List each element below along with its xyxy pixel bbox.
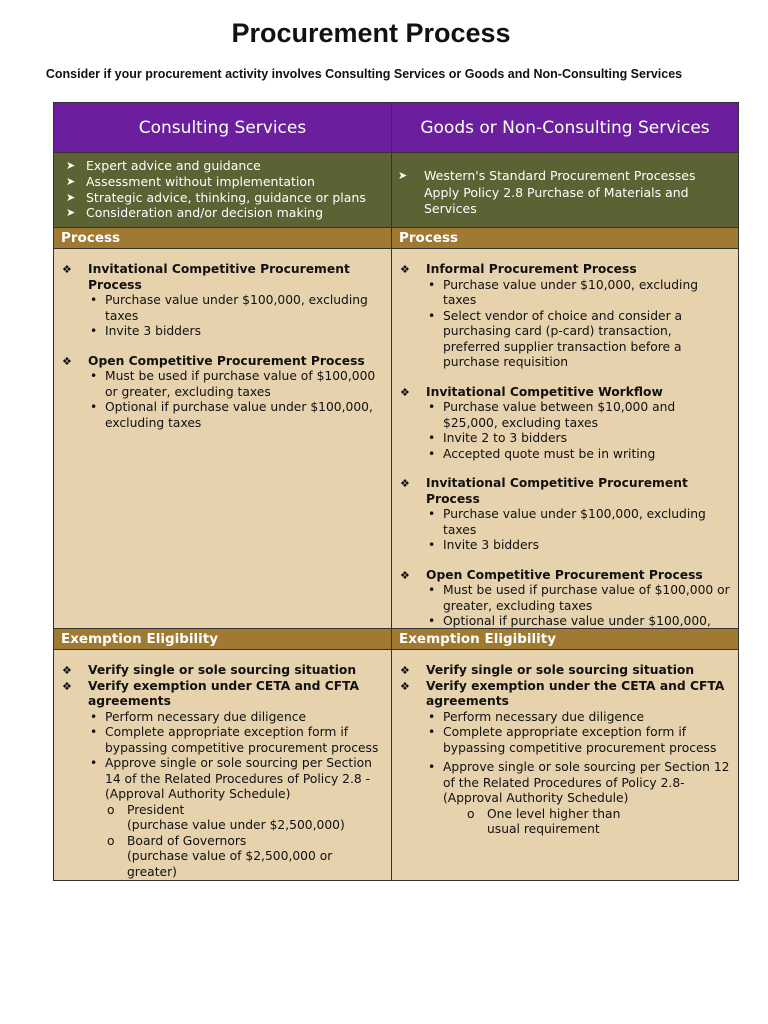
dot-bullet-icon: • [428,446,436,461]
procurement-table [53,102,739,881]
process-item: • Invite 3 bidders [90,324,202,338]
exemption-item: • Perform necessary due diligence [90,709,307,724]
process-item: • Accepted quote must be in writing [428,446,656,461]
four-diamond-bullet-icon: ❖ [62,354,72,368]
exemption-item: • Approve single or sole sourcing per Section 14 of the Related Procedures of Policy 2.8 - (Approval Authority Schedule) o President (purchase value under $2,500,000) o Board of Governors (purchase value of $2,500,000 or greater) [88,756,385,880]
page-subtitle: Consider if your procurement activity involves Consulting Services or Goods and Non-Consulting Services [45,67,683,81]
process-section: ❖ Invitational Competitive Procurement Process • Purchase value under $100,000, excluding taxes • Invite 3 bidders [62,262,385,340]
open-circle-bullet-icon: o [107,833,115,848]
four-diamond-bullet-icon: ❖ [400,385,410,399]
dot-bullet-icon: • [90,369,98,383]
goods-process [391,249,738,629]
four-diamond-bullet-icon: ❖ [62,679,72,693]
dot-bullet-icon: • [90,756,98,770]
process-item: • Optional if purchase value under $100,000, [428,614,711,628]
process-section: ❖ Invitational Competitive Procurement Process • Purchase value under $100,000, excluding taxes • Invite 3 bidders [400,476,732,554]
dot-bullet-icon: • [428,538,436,552]
dot-bullet-icon: • [428,709,436,724]
process-item: • Purchase value between $10,000 and $25,000, excluding taxes [428,400,676,430]
process-item: • Purchase value under $100,000, excluding taxes [90,293,368,323]
dot-bullet-icon: • [428,760,436,774]
exemption-check: ❖ Verify exemption under CETA and CFTA agreements • Perform necessary due diligence • Complete appropriate exception form if bypassing competitive procurement process • Approve single or sole sourcing per Section 14 of the Related Procedures of Policy 2.8 - (Approval Authority Schedule) o President (purchase value under $2,500,000) o Board of Governors (purchase value of $2,500,000 or greater) [62,679,385,881]
dot-bullet-icon: • [428,614,436,628]
dot-bullet-icon: • [90,293,98,307]
exemption-item: • Perform necessary due diligence [428,709,645,724]
overview-item: ➤ Strategic advice, thinking, guidance or plans [66,189,366,205]
open-circle-bullet-icon: o [107,802,115,817]
page-title: Procurement Process [231,18,511,48]
dot-bullet-icon: • [90,400,98,414]
goods-exemption [391,650,738,880]
process-section: ❖ Informal Procurement Process • Purchase value under $10,000, excluding taxes • Select vendor of choice and consider a purchasing card (p-card) transaction, preferred supplier transaction before a purchase requisition [400,262,732,371]
dot-bullet-icon: • [428,277,436,292]
exemption-check: ❖ Verify exemption under the CETA and CFTA agreements • Perform necessary due diligence • Complete appropriate exception form if bypassing competitive procurement process • Approve single or sole sourcing per Section 12 of the Related Procedures of Policy 2.8- (Approval Authority Schedule) o One level higher than usual requirement [400,679,732,838]
goods-overview [391,153,738,228]
arrow-bullet-icon: ➤ [66,174,76,188]
four-diamond-bullet-icon: ❖ [400,679,410,693]
four-diamond-bullet-icon: ❖ [400,568,410,582]
goods-header-label: Goods or Non-Consulting Services [420,117,710,138]
exemption-check: ❖ Verify single or sole sourcing situation [400,663,695,677]
overview-item: ➤ Consideration and/or decision making [66,205,324,221]
approver-item: o Board of Governors (purchase value of $2,500,000 or greater) [107,833,333,879]
overview-item: ➤ Western's Standard Procurement Processes Apply Policy 2.8 Purchase of Materials and Services [398,168,696,216]
four-diamond-bullet-icon: ❖ [400,477,410,490]
dot-bullet-icon: • [428,507,436,521]
dot-bullet-icon: • [428,431,436,445]
approver-item: o One level higher than usual requirement [467,806,621,836]
four-diamond-bullet-icon: ❖ [62,263,72,276]
dot-bullet-icon: • [428,583,436,597]
arrow-bullet-icon: ➤ [66,159,76,172]
overview-item: ➤ Expert advice and guidance [66,158,261,173]
process-item: • Invite 2 to 3 bidders [428,431,567,445]
exemption-item: • Complete appropriate exception form if bypassing competitive procurement process [90,725,379,755]
exemption-check: ❖ Verify single or sole sourcing situation [62,663,357,677]
process-item: • Select vendor of choice and consider a purchasing card (p-card) transaction, preferred supplier transaction before a purchase requisition [428,308,683,369]
goods-header [391,103,738,153]
goods-exemption-bar: Exemption Eligibility [391,629,738,650]
arrow-bullet-icon: ➤ [66,190,76,204]
exemption-item: • Complete appropriate exception form if bypassing competitive procurement process [428,725,717,755]
consulting-exemption [54,650,391,880]
consulting-header-label: Consulting Services [138,117,307,138]
consulting-overview [54,153,391,228]
process-item: • Must be used if purchase value of $100,000 or greater, excluding taxes [428,583,730,613]
open-circle-bullet-icon: o [467,806,475,821]
dot-bullet-icon: • [90,725,98,739]
dot-bullet-icon: • [90,709,98,724]
exemption-item: • Approve single or sole sourcing per Section 12 of the Related Procedures of Policy 2.8- (Approval Authority Schedule) o One level higher than usual requirement [426,760,732,838]
overview-item: ➤ Assessment without implementation [66,173,315,189]
consulting-exemption-bar: Exemption Eligibility [54,629,391,650]
process-item: • Invite 3 bidders [428,538,540,552]
four-diamond-bullet-icon: ❖ [62,664,72,677]
approver-item: o President (purchase value under $2,500,000) [107,802,345,832]
dot-bullet-icon: • [428,725,436,739]
four-diamond-bullet-icon: ❖ [400,664,410,677]
dot-bullet-icon: • [428,400,436,414]
process-item: • Optional if purchase value under $100,000, excluding taxes [90,400,373,430]
four-diamond-bullet-icon: ❖ [400,263,410,276]
process-item: • Purchase value under $100,000, excluding taxes [428,507,706,537]
process-section: ❖ Open Competitive Procurement Process • Must be used if purchase value of $100,000 or greater, excluding taxes • Optional if purchase value under $100,000, excluding taxes [62,354,385,432]
dot-bullet-icon: • [428,308,436,323]
process-section: ❖ Open Competitive Procurement Process • Must be used if purchase value of $100,000 or greater, excluding taxes • Optional if purchase value under $100,000, [400,568,732,630]
process-item: • Must be used if purchase value of $100,000 or greater, excluding taxes [90,369,376,399]
consulting-process-bar: Process [54,228,391,249]
consulting-process [54,249,391,629]
process-item: • Purchase value under $10,000, excluding taxes [428,277,699,307]
arrow-bullet-icon: ➤ [398,169,408,182]
goods-process-bar: Process [391,228,738,249]
arrow-bullet-icon: ➤ [66,206,76,220]
dot-bullet-icon: • [90,324,98,338]
consulting-header [54,103,391,153]
process-section: ❖ Invitational Competitive Workflow • Purchase value between $10,000 and $25,000, excluding taxes • Invite 2 to 3 bidders • Accepted quote must be in writing [400,385,732,463]
